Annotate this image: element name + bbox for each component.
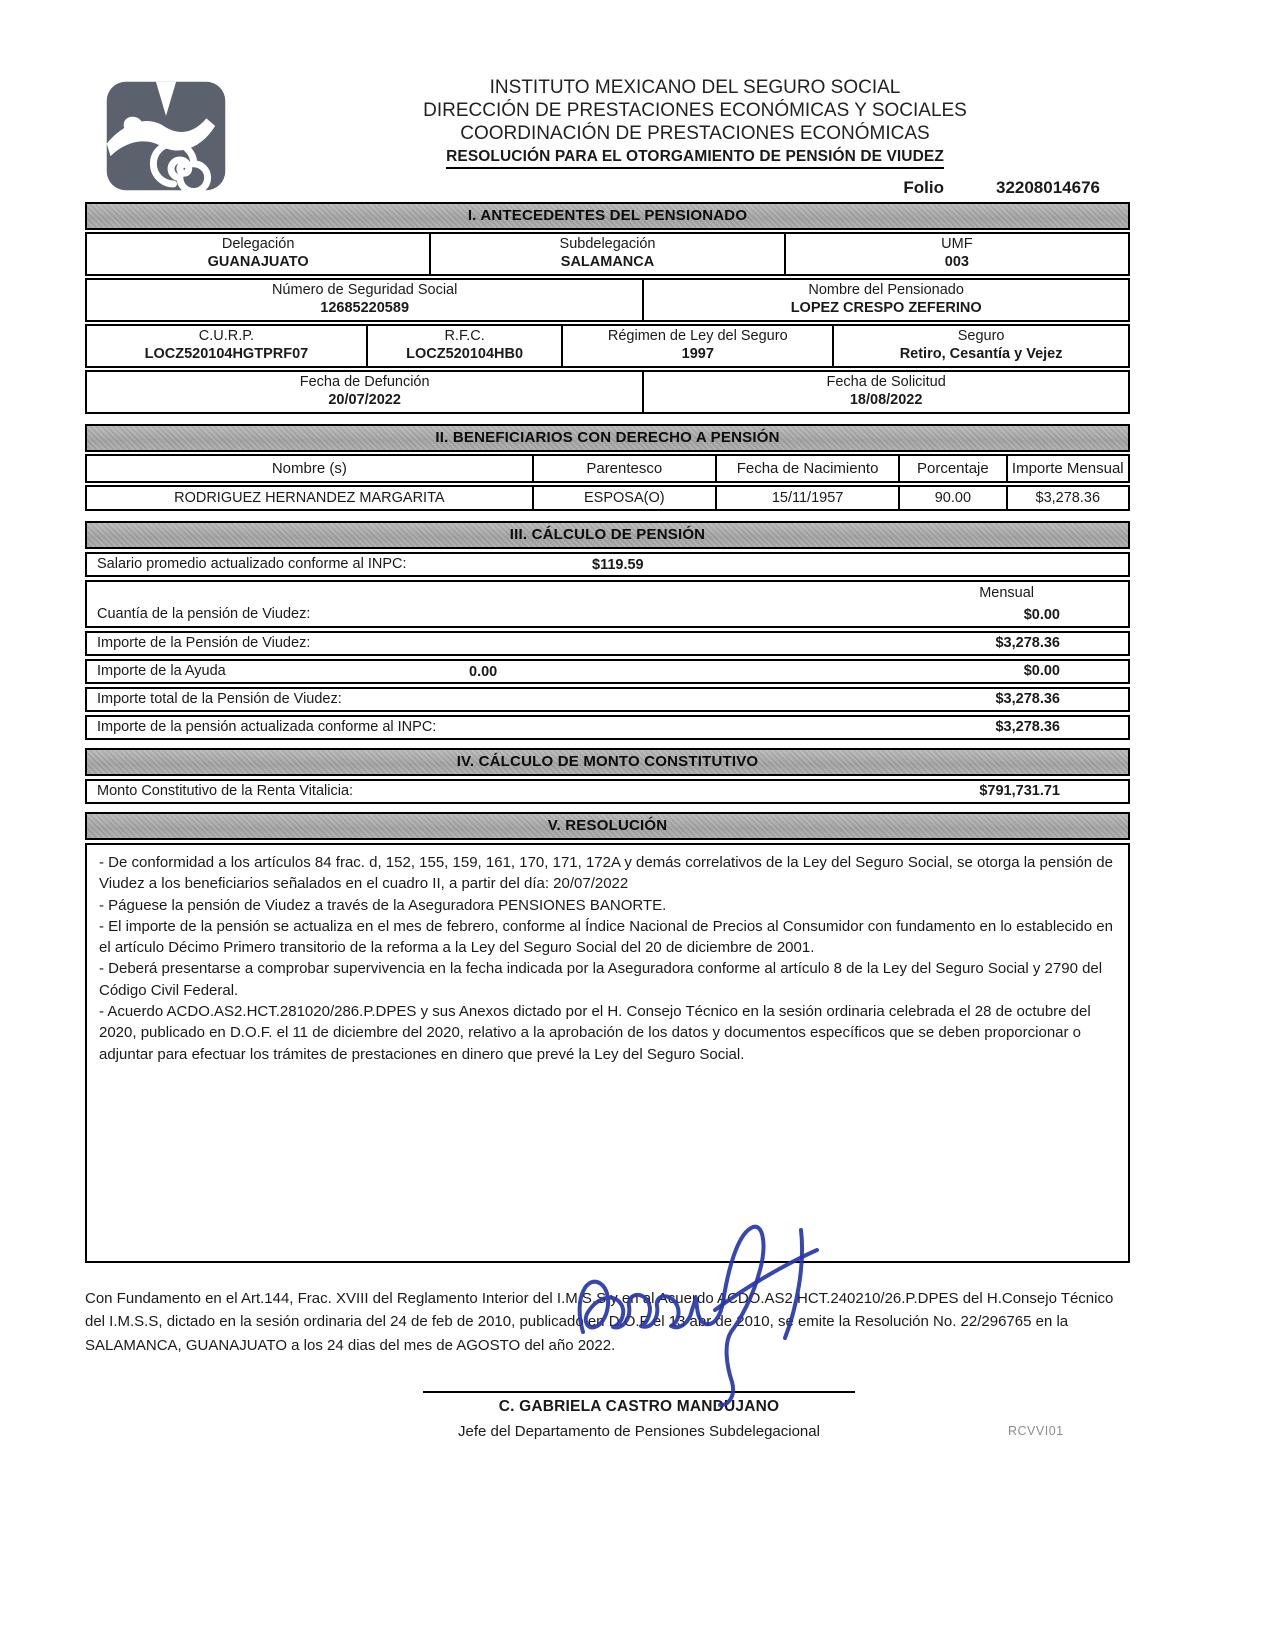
- imss-eagle-logo-icon: [101, 78, 231, 199]
- calc-row-importe-pension: [85, 631, 1130, 656]
- folio-row: [280, 178, 1110, 198]
- ayuda-label: Importe de la Ayuda: [97, 663, 226, 679]
- resolution-paragraph: - De conformidad a los artículos 84 frac. d, 152, 155, 159, 161, 170, 171, 172A y demás correlativos de la Ley del Seguro Social, se otorga la pensión de Viudez a los beneficiarios señalados en el cuadro II, a partir del día: 20/07/2022: [99, 854, 1113, 893]
- calc-row-actualizada: [85, 715, 1130, 740]
- field-umf: [784, 234, 1128, 274]
- field-label: UMF: [941, 236, 973, 252]
- actualizada-value: $3,278.36: [995, 719, 1060, 735]
- document-header: [85, 76, 1130, 202]
- field-seguro: [832, 326, 1128, 366]
- field-nombre-pensionado: [642, 280, 1128, 320]
- beneficiary-fecha-nacimiento: 15/11/1957: [715, 487, 898, 509]
- actualizada-label: Importe de la pensión actualizada conforme al INPC:: [97, 719, 437, 735]
- signature-block: [423, 1391, 855, 1440]
- mensual-header: Mensual: [979, 585, 1034, 601]
- total-label: Importe total de la Pensión de Viudez:: [97, 691, 342, 707]
- beneficiary-parentesco: ESPOSA(O): [532, 487, 715, 509]
- field-label: Fecha de Solicitud: [826, 374, 946, 390]
- field-value: LOCZ520104HGTPRF07: [144, 346, 309, 362]
- field-value: 18/08/2022: [849, 392, 923, 408]
- field-curp: [87, 326, 366, 366]
- calc-row-ayuda: [85, 659, 1130, 684]
- calc-row-salario: [85, 552, 1130, 577]
- table-row: [85, 278, 1130, 322]
- field-fecha-defuncion: [87, 372, 642, 412]
- signature-line: [423, 1391, 855, 1393]
- field-value: 20/07/2022: [328, 392, 401, 408]
- header-titles: [280, 76, 1110, 198]
- ayuda-mid-value: 0.00: [469, 664, 498, 680]
- cuantia-value: $0.00: [1023, 607, 1060, 623]
- ayuda-value: $0.00: [1023, 663, 1060, 679]
- column-header-nombre: Nombre (s): [271, 460, 347, 477]
- field-label: Nombre del Pensionado: [808, 282, 964, 298]
- document-body: [85, 76, 1130, 1440]
- salario-value: $119.59: [592, 557, 644, 573]
- beneficiary-porcentaje: 90.00: [898, 487, 1005, 509]
- column-header-parentesco: Parentesco: [532, 456, 715, 481]
- column-header-fecha-nacimiento: Fecha de Nacimiento: [715, 456, 898, 481]
- importe-pension-value: $3,278.36: [995, 635, 1060, 651]
- salario-label: Salario promedio actualizado conforme al INPC:: [97, 556, 407, 572]
- mensual-column: [979, 585, 1118, 623]
- section4-banner: IV. CÁLCULO DE MONTO CONSTITUTIVO: [85, 748, 1130, 776]
- legal-basis-text: Con Fundamento en el Art.144, Frac. XVIII del Reglamento Interior del I.M.S.S y en al Acuerdo ACDO.AS2.HCT.240210/26.P.DPES del H.Consejo Técnico del I.M.S.S, dictado en la sesión ordinaria del 24 de feb de 2010, publicado en D.O.F el 13 abr de 2010, se emite la Resolución No. 22/296765 en la SALAMANCA, GUANAJUATO a los 24 dias del mes de AGOSTO del año 2022.: [85, 1290, 1114, 1354]
- importe-pension-label: Importe de la Pensión de Viudez:: [97, 635, 311, 651]
- field-label: Fecha de Defunción: [299, 374, 430, 390]
- column-header-porcentaje: Porcentaje: [898, 456, 1005, 481]
- field-value: GUANAJUATO: [207, 254, 309, 270]
- section5-banner: V. RESOLUCIÓN: [85, 812, 1130, 840]
- beneficiary-importe-mensual: $3,278.36: [1006, 487, 1129, 509]
- org-coordination: COORDINACIÓN DE PRESTACIONES ECONÓMICAS: [460, 123, 930, 145]
- field-value: Retiro, Cesantía y Vejez: [899, 346, 1063, 362]
- signer-name: C. GABRIELA CASTRO MANDUJANO: [498, 1397, 780, 1415]
- field-label: Régimen de Ley del Seguro: [607, 328, 788, 344]
- field-subdelegacion: [429, 234, 783, 274]
- field-nss: [87, 280, 642, 320]
- org-name: INSTITUTO MEXICANO DEL SEGURO SOCIAL: [489, 77, 901, 98]
- field-value: 1997: [681, 346, 714, 362]
- org-direction: DIRECCIÓN DE PRESTACIONES ECONÓMICAS Y SOCIALES: [423, 100, 967, 122]
- field-value: LOCZ520104HB0: [406, 346, 524, 362]
- monto-value: $791,731.71: [979, 783, 1060, 799]
- beneficiary-row: [85, 485, 1130, 511]
- field-value: LOPEZ CRESPO ZEFERINO: [790, 300, 982, 316]
- field-delegacion: [87, 234, 429, 274]
- resolution-paragraph: - El importe de la pensión se actualiza en el mes de febrero, conforme al Índice Nacional de Precios al Consumidor con fundamento en lo establecido en el artículo Décimo Primero transitorio de la reforma a la Ley del Seguro Social del 20 de diciembre de 2001.: [99, 917, 1113, 957]
- field-label: R.F.C.: [444, 328, 485, 344]
- signer-title: Jefe del Departamento de Pensiones Subdelegacional: [458, 1422, 820, 1440]
- beneficiaries-header-row: [85, 454, 1130, 483]
- field-label: Seguro: [957, 328, 1005, 344]
- table-row: [85, 370, 1130, 414]
- form-code: RCVVI01: [1008, 1424, 1064, 1438]
- table-row: [85, 324, 1130, 368]
- table-row: [85, 232, 1130, 276]
- field-rfc: [366, 326, 562, 366]
- calc-row-cuantia: [85, 580, 1130, 628]
- field-label: Número de Seguridad Social: [271, 282, 458, 298]
- cuantia-label: Cuantía de la pensión de Viudez:: [97, 606, 311, 622]
- calc-row-total: [85, 687, 1130, 712]
- monto-label: Monto Constitutivo de la Renta Vitalicia:: [97, 783, 354, 799]
- field-label: Subdelegación: [559, 236, 656, 252]
- folio-label: Folio: [903, 177, 944, 197]
- section3-banner: III. CÁLCULO DE PENSIÓN: [85, 521, 1130, 549]
- column-header-importe-mensual: Importe Mensual: [1006, 456, 1129, 481]
- section1-banner: I. ANTECEDENTES DEL PENSIONADO: [85, 202, 1130, 230]
- section2-banner: II. BENEFICIARIOS CON DERECHO A PENSIÓN: [85, 424, 1130, 452]
- folio-value: 32208014676: [995, 177, 1100, 197]
- beneficiary-nombre: RODRIGUEZ HERNANDEZ MARGARITA: [174, 490, 445, 506]
- resolution-text-box: [85, 843, 1130, 1263]
- field-value: 12685220589: [320, 300, 410, 316]
- resolution-paragraph: - Acuerdo ACDO.AS2.HCT.281020/286.P.DPES y sus Anexos dictado por el H. Consejo Técnico en la sesión ordinaria celebrada el 28 de octubre del 2020, publicado en D.O.F. el 11 de diciembre del 2020, relativo a la aprobación de los datos y documentos específicos que se deben proporcionar o adjuntar para efectuar los trámites de prestaciones en dinero que prevé la Ley del Seguro Social.: [99, 1003, 1091, 1063]
- resolution-paragraph: - Deberá presentarse a comprobar supervivencia en la fecha indicada por la Aseguradora conforme al artículo 8 de la Ley del Seguro Social y 2790 del Código Civil Federal.: [99, 960, 1103, 999]
- field-value: SALAMANCA: [560, 254, 655, 270]
- field-label: Delegación: [221, 236, 295, 252]
- field-fecha-solicitud: [642, 372, 1128, 412]
- calc-row-monto-constitutivo: [85, 779, 1130, 804]
- field-value: 003: [944, 254, 969, 270]
- total-value: $3,278.36: [995, 691, 1060, 707]
- field-label: C.U.R.P.: [198, 328, 255, 344]
- resolution-paragraph: - Páguese la pensión de Viudez a través de la Aseguradora PENSIONES BANORTE.: [99, 896, 667, 914]
- document-title: RESOLUCIÓN PARA EL OTORGAMIENTO DE PENSIÓN DE VIUDEZ: [446, 148, 944, 169]
- field-regimen: [561, 326, 832, 366]
